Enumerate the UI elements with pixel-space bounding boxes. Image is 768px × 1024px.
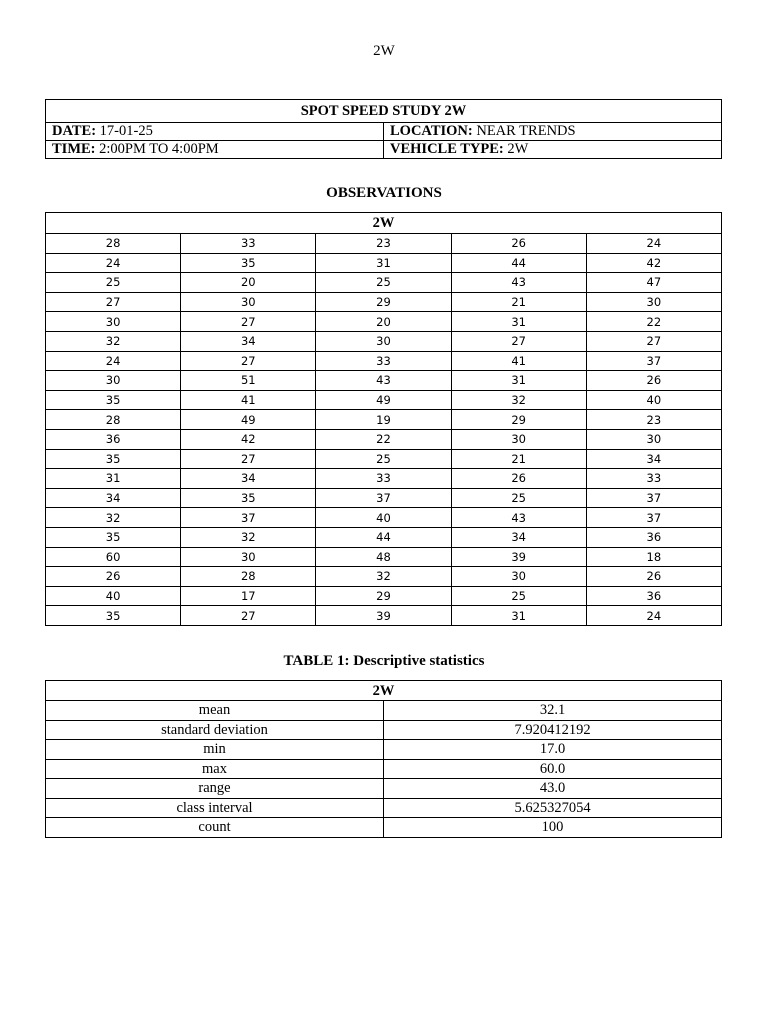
location-label: LOCATION: — [390, 123, 473, 139]
stats-row — [46, 740, 722, 760]
observation-cell: 25 — [451, 586, 586, 606]
observation-row — [46, 390, 722, 410]
observation-cell: 23 — [316, 234, 451, 254]
observation-cell: 43 — [451, 273, 586, 293]
observation-cell: 35 — [46, 390, 181, 410]
observation-cell: 41 — [181, 390, 316, 410]
observation-cell: 35 — [46, 449, 181, 469]
observation-cell: 42 — [586, 253, 721, 273]
observation-cell: 30 — [181, 292, 316, 312]
stat-label: count — [46, 818, 384, 838]
observation-cell: 24 — [586, 606, 721, 626]
observation-row — [46, 273, 722, 293]
observation-cell: 24 — [46, 253, 181, 273]
observation-cell: 30 — [316, 331, 451, 351]
observation-cell: 22 — [586, 312, 721, 332]
observation-cell: 29 — [316, 586, 451, 606]
page-header: 2W — [373, 43, 395, 59]
observation-row — [46, 527, 722, 547]
observation-cell: 27 — [586, 331, 721, 351]
observation-cell: 32 — [46, 331, 181, 351]
stat-label: mean — [46, 701, 384, 721]
observation-cell: 20 — [181, 273, 316, 293]
observation-cell: 39 — [316, 606, 451, 626]
observation-row — [46, 547, 722, 567]
observation-cell: 33 — [316, 351, 451, 371]
observation-row — [46, 429, 722, 449]
observation-cell: 47 — [586, 273, 721, 293]
observation-cell: 44 — [451, 253, 586, 273]
observation-cell: 40 — [586, 390, 721, 410]
observation-cell: 33 — [181, 234, 316, 254]
stat-value: 7.920412192 — [384, 720, 722, 740]
stats-row — [46, 818, 722, 838]
observation-cell: 31 — [316, 253, 451, 273]
stat-value: 17.0 — [384, 740, 722, 760]
stats-row — [46, 759, 722, 779]
observation-cell: 39 — [451, 547, 586, 567]
time-cell — [46, 141, 384, 159]
observation-cell: 32 — [451, 390, 586, 410]
observation-cell: 28 — [181, 567, 316, 587]
observation-row — [46, 508, 722, 528]
study-title: SPOT SPEED STUDY 2W — [46, 100, 722, 123]
observation-cell: 32 — [46, 508, 181, 528]
observation-cell: 25 — [46, 273, 181, 293]
stats-row — [46, 779, 722, 799]
observation-cell: 51 — [181, 371, 316, 391]
observation-row — [46, 410, 722, 430]
observation-cell: 30 — [451, 567, 586, 587]
observations-table-title: 2W — [46, 213, 722, 234]
observation-cell: 31 — [451, 606, 586, 626]
observation-cell: 26 — [451, 234, 586, 254]
observation-cell: 35 — [46, 527, 181, 547]
stat-label: standard deviation — [46, 720, 384, 740]
observation-row — [46, 331, 722, 351]
observation-cell: 27 — [451, 331, 586, 351]
observation-cell: 43 — [316, 371, 451, 391]
observation-cell: 44 — [316, 527, 451, 547]
observation-row — [46, 488, 722, 508]
location-value: NEAR TRENDS — [472, 123, 576, 139]
stat-label: max — [46, 759, 384, 779]
stats-table-title: 2W — [46, 681, 722, 701]
stat-label: min — [46, 740, 384, 760]
observation-row — [46, 606, 722, 626]
observation-row — [46, 449, 722, 469]
observation-cell: 37 — [586, 508, 721, 528]
observation-cell: 30 — [46, 371, 181, 391]
observation-cell: 40 — [46, 586, 181, 606]
observation-cell: 35 — [181, 253, 316, 273]
observation-cell: 32 — [316, 567, 451, 587]
study-info-table — [45, 99, 722, 159]
time-label: TIME: — [52, 141, 96, 157]
stat-value: 100 — [384, 818, 722, 838]
observation-cell: 19 — [316, 410, 451, 430]
observation-cell: 36 — [586, 586, 721, 606]
observation-cell: 23 — [586, 410, 721, 430]
stats-row — [46, 720, 722, 740]
observation-cell: 27 — [181, 312, 316, 332]
observation-cell: 34 — [451, 527, 586, 547]
observation-row — [46, 312, 722, 332]
observation-cell: 37 — [316, 488, 451, 508]
observation-cell: 49 — [181, 410, 316, 430]
observation-cell: 32 — [181, 527, 316, 547]
observations-heading: OBSERVATIONS — [326, 185, 442, 201]
observation-cell: 29 — [451, 410, 586, 430]
observation-cell: 30 — [586, 429, 721, 449]
observation-cell: 26 — [46, 567, 181, 587]
stat-value: 5.625327054 — [384, 798, 722, 818]
observation-cell: 30 — [586, 292, 721, 312]
stat-value: 43.0 — [384, 779, 722, 799]
observation-cell: 21 — [451, 292, 586, 312]
date-value: 17-01-25 — [96, 123, 153, 139]
date-cell — [46, 123, 384, 141]
observation-cell: 25 — [316, 273, 451, 293]
stat-value: 60.0 — [384, 759, 722, 779]
observation-cell: 37 — [586, 351, 721, 371]
observation-cell: 34 — [586, 449, 721, 469]
observation-cell: 28 — [46, 410, 181, 430]
stats-heading: TABLE 1: Descriptive statistics — [283, 653, 485, 669]
observation-cell: 35 — [181, 488, 316, 508]
observation-cell: 33 — [586, 469, 721, 489]
observation-cell: 21 — [451, 449, 586, 469]
observation-cell: 25 — [451, 488, 586, 508]
observation-cell: 31 — [451, 312, 586, 332]
observation-cell: 48 — [316, 547, 451, 567]
observation-cell: 60 — [46, 547, 181, 567]
observation-cell: 28 — [46, 234, 181, 254]
observation-row — [46, 292, 722, 312]
observation-row — [46, 371, 722, 391]
observation-cell: 33 — [316, 469, 451, 489]
observation-row — [46, 469, 722, 489]
stat-value: 32.1 — [384, 701, 722, 721]
observation-cell: 34 — [181, 469, 316, 489]
observation-cell: 26 — [451, 469, 586, 489]
observation-row — [46, 567, 722, 587]
observation-cell: 34 — [46, 488, 181, 508]
observation-cell: 34 — [181, 331, 316, 351]
observation-cell: 37 — [181, 508, 316, 528]
observation-cell: 30 — [181, 547, 316, 567]
stats-row — [46, 798, 722, 818]
observation-cell: 24 — [586, 234, 721, 254]
observation-cell: 17 — [181, 586, 316, 606]
stat-label: range — [46, 779, 384, 799]
observation-cell: 36 — [46, 429, 181, 449]
observation-row — [46, 351, 722, 371]
observation-cell: 30 — [46, 312, 181, 332]
observation-cell: 41 — [451, 351, 586, 371]
observation-row — [46, 234, 722, 254]
observation-cell: 29 — [316, 292, 451, 312]
observation-row — [46, 586, 722, 606]
vehicle-type-label: VEHICLE TYPE: — [390, 141, 504, 157]
observation-cell: 30 — [451, 429, 586, 449]
observation-row — [46, 253, 722, 273]
stat-label: class interval — [46, 798, 384, 818]
descriptive-stats-table — [45, 680, 722, 838]
observations-table — [45, 212, 722, 626]
observation-cell: 25 — [316, 449, 451, 469]
vehicle-type-value: 2W — [503, 141, 529, 157]
location-cell — [384, 123, 722, 141]
observation-cell: 49 — [316, 390, 451, 410]
vehicle-type-cell — [384, 141, 722, 159]
observation-cell: 27 — [181, 606, 316, 626]
observation-cell: 27 — [181, 351, 316, 371]
observation-cell: 35 — [46, 606, 181, 626]
observation-cell: 43 — [451, 508, 586, 528]
observation-cell: 20 — [316, 312, 451, 332]
observation-cell: 18 — [586, 547, 721, 567]
observation-cell: 22 — [316, 429, 451, 449]
observation-cell: 40 — [316, 508, 451, 528]
observation-cell: 26 — [586, 371, 721, 391]
stats-row — [46, 701, 722, 721]
date-label: DATE: — [52, 123, 97, 139]
observation-cell: 27 — [181, 449, 316, 469]
observation-cell: 31 — [451, 371, 586, 391]
observation-cell: 26 — [586, 567, 721, 587]
observation-cell: 36 — [586, 527, 721, 547]
observation-cell: 24 — [46, 351, 181, 371]
observation-cell: 31 — [46, 469, 181, 489]
observation-cell: 37 — [586, 488, 721, 508]
time-value: 2:00PM TO 4:00PM — [95, 141, 219, 157]
observation-cell: 42 — [181, 429, 316, 449]
observation-cell: 27 — [46, 292, 181, 312]
